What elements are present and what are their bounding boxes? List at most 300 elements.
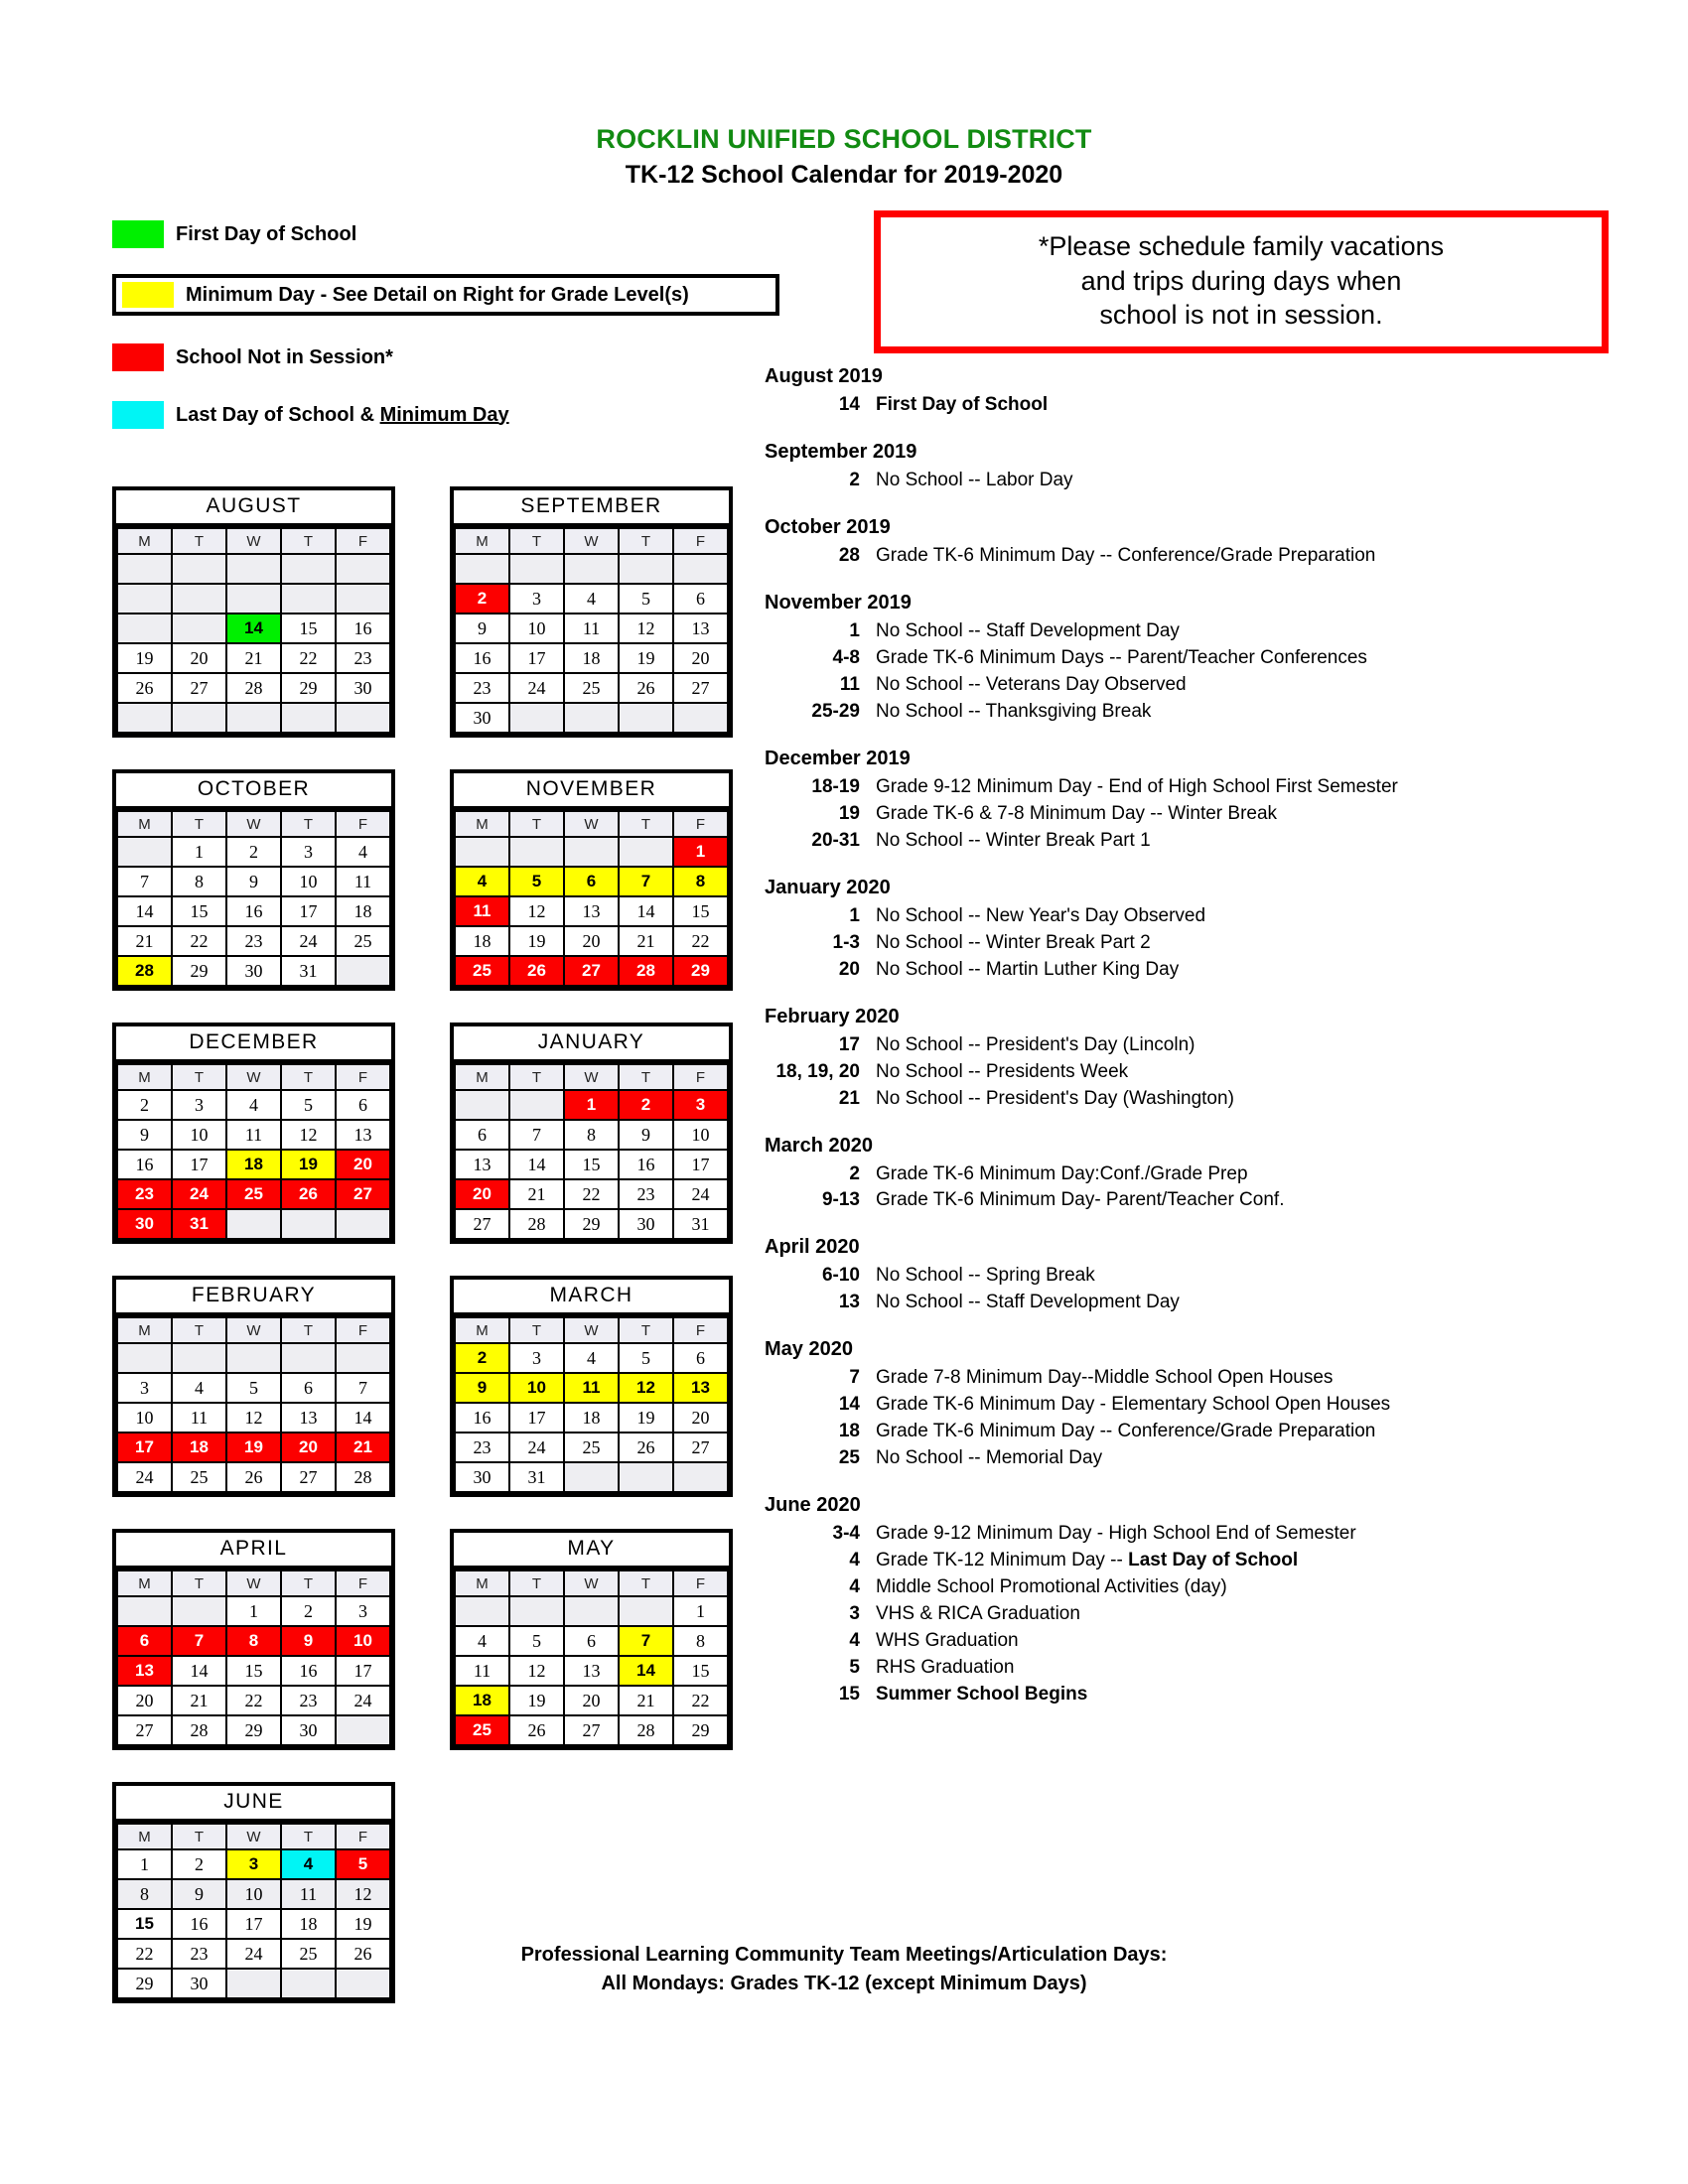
day-cell[interactable]: 17 [509,643,564,673]
day-cell[interactable]: 22 [172,926,226,956]
day-cell[interactable]: 19 [509,1686,564,1715]
empty-cell [455,1596,509,1626]
event-row [765,1628,1638,1655]
day-cell[interactable]: 6 [673,584,728,614]
day-cell[interactable]: 30 [226,956,281,986]
notice-line-2: school is not in session. [1099,300,1383,331]
day-cell[interactable]: 16 [619,1150,673,1179]
event-month-heading: December 2019 [765,747,911,769]
empty-cell [336,1209,390,1239]
day-cell[interactable]: 29 [172,956,226,986]
day-cell[interactable]: 28 [619,956,673,986]
day-cell[interactable]: 15 [226,1656,281,1686]
day-cell[interactable]: 13 [281,1403,336,1433]
day-cell[interactable]: 28 [619,1715,673,1745]
empty-cell [455,1090,509,1120]
day-cell[interactable]: 21 [509,1179,564,1209]
day-cell[interactable]: 19 [281,1150,336,1179]
day-cell[interactable]: 8 [673,867,728,896]
day-cell[interactable]: 6 [455,1120,509,1150]
day-cell[interactable]: 7 [172,1626,226,1656]
day-cell[interactable]: 18 [455,1686,509,1715]
day-cell[interactable]: 2 [455,584,509,614]
day-cell[interactable]: 27 [336,1179,390,1209]
legend-swatch-0 [112,220,164,248]
weekday-header-row [117,811,390,837]
day-cell[interactable]: 10 [509,614,564,643]
day-cell[interactable]: 12 [509,1656,564,1686]
day-cell[interactable]: 7 [336,1373,390,1403]
day-cell[interactable]: 16 [455,1403,509,1433]
day-cell[interactable]: 27 [281,1462,336,1492]
day-cell[interactable]: 25 [226,1179,281,1209]
day-cell[interactable]: 26 [509,956,564,986]
day-cell[interactable]: 9 [226,867,281,896]
day-cell[interactable]: 22 [117,1939,172,1969]
empty-cell [281,1209,336,1239]
month-february [112,1276,395,1497]
day-cell[interactable]: 15 [564,1150,619,1179]
day-cell[interactable]: 11 [455,896,509,926]
notice-line-0: *Please schedule family vacations [1038,231,1445,261]
day-cell[interactable]: 10 [509,1373,564,1403]
day-cell[interactable]: 12 [226,1403,281,1433]
day-cell[interactable]: 12 [509,896,564,926]
day-cell[interactable]: 24 [509,1433,564,1462]
day-cell[interactable]: 9 [172,1879,226,1909]
day-cell[interactable]: 29 [117,1969,172,1998]
day-cell[interactable]: 8 [172,867,226,896]
weekday-header: M [455,1570,509,1596]
day-cell[interactable]: 18 [564,643,619,673]
day-cell[interactable]: 8 [673,1626,728,1656]
day-cell[interactable]: 21 [619,926,673,956]
day-cell[interactable]: 21 [172,1686,226,1715]
day-cell[interactable]: 31 [281,956,336,986]
day-cell[interactable]: 14 [117,896,172,926]
day-cell[interactable]: 17 [509,1403,564,1433]
day-cell[interactable]: 15 [673,896,728,926]
day-cell[interactable]: 13 [564,896,619,926]
day-cell[interactable]: 15 [172,896,226,926]
day-cell[interactable]: 24 [336,1686,390,1715]
day-cell[interactable]: 20 [673,643,728,673]
notice-line-1: and trips during days when [1080,265,1402,296]
month-grid [116,810,391,987]
month-grid [454,1570,729,1746]
day-cell[interactable]: 20 [564,1686,619,1715]
day-cell[interactable]: 23 [281,1686,336,1715]
week-row [455,554,728,584]
day-cell[interactable]: 22 [673,1686,728,1715]
day-cell[interactable]: 2 [226,837,281,867]
weekday-header: T [619,1570,673,1596]
month-grid [116,1316,391,1493]
day-cell[interactable]: 10 [673,1120,728,1150]
event-description: No School -- Spring Break [876,1265,1095,1287]
day-cell[interactable]: 29 [673,1715,728,1745]
day-cell[interactable]: 18 [564,1403,619,1433]
day-cell[interactable]: 20 [117,1686,172,1715]
day-cell[interactable]: 23 [117,1179,172,1209]
week-row [455,867,728,896]
day-cell[interactable]: 15 [673,1656,728,1686]
day-cell[interactable]: 13 [117,1656,172,1686]
day-cell[interactable]: 4 [226,1090,281,1120]
day-cell[interactable]: 14 [619,896,673,926]
day-cell[interactable]: 10 [336,1626,390,1656]
day-cell[interactable]: 30 [455,703,509,733]
empty-cell [172,703,226,733]
day-cell[interactable]: 22 [281,643,336,673]
day-cell[interactable]: 14 [336,1403,390,1433]
day-cell[interactable]: 11 [172,1403,226,1433]
week-row [117,1626,390,1656]
event-row [765,1059,1638,1086]
weekday-header: M [455,1317,509,1343]
event-date: 1 [849,619,860,641]
day-cell[interactable]: 4 [564,584,619,614]
day-cell[interactable]: 27 [673,673,728,703]
day-cell[interactable]: 16 [455,643,509,673]
day-cell[interactable]: 5 [619,1343,673,1373]
family-vacation-notice [874,210,1609,353]
day-cell[interactable]: 7 [619,1626,673,1656]
day-cell[interactable]: 6 [564,1626,619,1656]
day-cell[interactable]: 6 [673,1343,728,1373]
day-cell[interactable]: 10 [172,1120,226,1150]
day-cell[interactable]: 9 [455,614,509,643]
day-cell[interactable]: 27 [564,956,619,986]
day-cell[interactable]: 10 [226,1879,281,1909]
day-cell[interactable]: 23 [172,1939,226,1969]
day-cell[interactable]: 22 [564,1179,619,1209]
day-cell[interactable]: 20 [336,1150,390,1179]
day-cell[interactable]: 20 [281,1433,336,1462]
day-cell[interactable]: 3 [336,1596,390,1626]
day-cell[interactable]: 14 [619,1656,673,1686]
day-cell[interactable]: 25 [564,1433,619,1462]
day-cell[interactable]: 17 [281,896,336,926]
legend-item-0 [112,216,787,252]
day-cell[interactable]: 19 [619,643,673,673]
day-cell[interactable]: 11 [281,1879,336,1909]
day-cell[interactable]: 13 [455,1150,509,1179]
day-cell[interactable]: 12 [619,1373,673,1403]
weekday-header: M [117,1317,172,1343]
day-cell[interactable]: 16 [117,1150,172,1179]
day-cell[interactable]: 11 [455,1656,509,1686]
day-cell[interactable]: 27 [117,1715,172,1745]
day-cell[interactable]: 4 [172,1373,226,1403]
day-cell[interactable]: 1 [117,1849,172,1879]
week-row [117,1849,390,1879]
day-cell[interactable]: 5 [281,1090,336,1120]
events-list [765,365,1638,1708]
day-cell[interactable]: 17 [226,1909,281,1939]
day-cell[interactable]: 11 [226,1120,281,1150]
day-cell[interactable]: 16 [281,1656,336,1686]
day-cell[interactable]: 5 [226,1373,281,1403]
footer-line-1: All Mondays: Grades TK-12 (except Minimum Days) [601,1973,1087,1994]
day-cell[interactable]: 9 [455,1373,509,1403]
day-cell[interactable]: 30 [336,673,390,703]
day-cell[interactable]: 24 [509,673,564,703]
day-cell[interactable]: 26 [619,1433,673,1462]
week-row [455,643,728,673]
day-cell[interactable]: 27 [455,1209,509,1239]
empty-cell [117,703,172,733]
day-cell[interactable]: 1 [673,1596,728,1626]
day-cell[interactable]: 10 [117,1403,172,1433]
day-cell[interactable]: 26 [619,673,673,703]
day-cell[interactable]: 18 [172,1433,226,1462]
weekday-header: T [509,528,564,554]
day-cell[interactable]: 26 [509,1715,564,1745]
day-cell[interactable]: 4 [455,867,509,896]
day-cell[interactable]: 5 [619,584,673,614]
day-cell[interactable]: 27 [673,1433,728,1462]
day-cell[interactable]: 23 [226,926,281,956]
day-cell[interactable]: 17 [117,1433,172,1462]
day-cell[interactable]: 30 [455,1462,509,1492]
day-cell[interactable]: 23 [619,1179,673,1209]
event-date: 19 [838,802,860,824]
day-cell[interactable]: 30 [172,1969,226,1998]
week-row [117,926,390,956]
day-cell[interactable]: 20 [455,1179,509,1209]
weekday-header: F [673,1064,728,1090]
day-cell[interactable]: 25 [281,1939,336,1969]
day-cell[interactable]: 2 [281,1596,336,1626]
week-row [117,867,390,896]
day-cell[interactable]: 17 [336,1656,390,1686]
day-cell[interactable]: 13 [673,614,728,643]
day-cell[interactable]: 18 [455,926,509,956]
day-cell[interactable]: 12 [619,614,673,643]
empty-cell [336,584,390,614]
weekday-header-row [455,811,728,837]
empty-cell [619,1596,673,1626]
day-cell[interactable]: 13 [564,1656,619,1686]
event-description: First Day of School [876,394,1049,415]
day-cell[interactable]: 29 [673,956,728,986]
day-cell[interactable]: 24 [673,1179,728,1209]
event-description: No School -- Martin Luther King Day [876,958,1180,980]
weekday-header: M [117,528,172,554]
day-cell[interactable]: 23 [336,643,390,673]
day-cell[interactable]: 29 [281,673,336,703]
day-cell[interactable]: 15 [281,614,336,643]
day-cell[interactable]: 8 [117,1879,172,1909]
day-cell[interactable]: 25 [564,673,619,703]
day-cell[interactable]: 7 [117,867,172,896]
day-cell[interactable]: 8 [564,1120,619,1150]
day-cell[interactable]: 20 [673,1403,728,1433]
event-row [765,903,1638,930]
day-cell[interactable]: 29 [564,1209,619,1239]
day-cell[interactable]: 25 [455,1715,509,1745]
day-cell[interactable]: 9 [281,1626,336,1656]
day-cell[interactable]: 2 [117,1090,172,1120]
event-date: 7 [849,1367,860,1389]
day-cell[interactable]: 28 [336,1462,390,1492]
month-grid [454,527,729,734]
empty-cell [336,1715,390,1745]
day-cell[interactable]: 21 [619,1686,673,1715]
day-cell[interactable]: 3 [226,1849,281,1879]
day-cell[interactable]: 14 [226,614,281,643]
day-cell[interactable]: 11 [336,867,390,896]
day-cell[interactable]: 5 [336,1849,390,1879]
day-cell[interactable]: 11 [564,1373,619,1403]
day-cell[interactable]: 7 [509,1120,564,1150]
day-cell[interactable]: 19 [117,643,172,673]
day-cell[interactable]: 28 [117,956,172,986]
day-cell[interactable]: 2 [619,1090,673,1120]
day-cell[interactable]: 26 [226,1462,281,1492]
day-cell[interactable]: 26 [281,1179,336,1209]
legend-item-2 [112,340,787,375]
empty-cell [509,1090,564,1120]
day-cell[interactable]: 22 [673,926,728,956]
day-cell[interactable]: 21 [226,643,281,673]
day-cell[interactable]: 27 [172,673,226,703]
day-cell[interactable]: 10 [281,867,336,896]
day-cell[interactable]: 12 [281,1120,336,1150]
day-cell[interactable]: 16 [226,896,281,926]
day-cell[interactable]: 1 [172,837,226,867]
day-cell[interactable]: 18 [226,1150,281,1179]
day-cell[interactable]: 24 [281,926,336,956]
day-cell[interactable]: 3 [509,1343,564,1373]
day-cell[interactable]: 31 [509,1462,564,1492]
day-cell[interactable]: 30 [619,1209,673,1239]
legend-label-3: Last Day of School & Minimum Day [176,403,509,426]
day-cell[interactable]: 2 [455,1343,509,1373]
day-cell[interactable]: 25 [336,926,390,956]
day-cell[interactable]: 18 [281,1909,336,1939]
day-cell[interactable]: 11 [564,614,619,643]
weekday-header: T [172,528,226,554]
day-cell[interactable]: 22 [226,1686,281,1715]
day-cell[interactable]: 25 [455,956,509,986]
day-cell[interactable]: 1 [673,837,728,867]
day-cell[interactable]: 13 [673,1373,728,1403]
day-cell[interactable]: 6 [336,1090,390,1120]
weekday-header: W [564,1064,619,1090]
day-cell[interactable]: 28 [226,673,281,703]
event-row [765,957,1638,984]
day-cell[interactable]: 30 [117,1209,172,1239]
day-cell[interactable]: 24 [117,1462,172,1492]
day-cell[interactable]: 31 [673,1209,728,1239]
day-cell[interactable]: 14 [172,1656,226,1686]
day-cell[interactable]: 6 [281,1373,336,1403]
day-cell[interactable]: 6 [117,1626,172,1656]
day-cell[interactable]: 20 [172,643,226,673]
week-row [455,584,728,614]
day-cell[interactable]: 24 [172,1179,226,1209]
day-cell[interactable]: 12 [336,1879,390,1909]
day-cell[interactable]: 24 [226,1939,281,1969]
day-cell[interactable]: 19 [509,926,564,956]
event-row [765,1290,1638,1316]
day-cell[interactable]: 3 [172,1090,226,1120]
day-cell[interactable]: 4 [455,1626,509,1656]
day-cell[interactable]: 1 [226,1596,281,1626]
empty-cell [509,703,564,733]
day-cell[interactable]: 16 [172,1909,226,1939]
day-cell[interactable]: 21 [117,926,172,956]
day-cell[interactable]: 31 [172,1209,226,1239]
day-cell[interactable]: 30 [281,1715,336,1745]
day-cell[interactable]: 3 [509,584,564,614]
event-date: 18-19 [811,775,860,797]
day-cell[interactable]: 15 [117,1909,172,1939]
weekday-header: F [336,811,390,837]
day-cell[interactable]: 4 [564,1343,619,1373]
day-cell[interactable]: 28 [172,1715,226,1745]
day-cell[interactable]: 4 [281,1849,336,1879]
event-description: No School -- Memorial Day [876,1447,1103,1469]
day-cell[interactable]: 25 [172,1462,226,1492]
day-cell[interactable]: 21 [336,1433,390,1462]
day-cell[interactable]: 4 [336,837,390,867]
day-cell[interactable]: 7 [619,867,673,896]
day-cell[interactable]: 6 [564,867,619,896]
day-cell[interactable]: 3 [117,1373,172,1403]
page-header [0,0,1688,189]
day-cell[interactable]: 3 [281,837,336,867]
day-cell[interactable]: 19 [226,1433,281,1462]
day-cell[interactable]: 5 [509,1626,564,1656]
day-cell[interactable]: 27 [564,1715,619,1745]
day-cell[interactable]: 13 [336,1120,390,1150]
day-cell[interactable]: 28 [509,1209,564,1239]
weekday-header: W [564,1317,619,1343]
day-cell[interactable]: 8 [226,1626,281,1656]
day-cell[interactable]: 20 [564,926,619,956]
day-cell[interactable]: 16 [336,614,390,643]
day-cell[interactable]: 26 [117,673,172,703]
day-cell[interactable]: 23 [455,1433,509,1462]
day-cell[interactable]: 26 [336,1939,390,1969]
month-name: NOVEMBER [454,773,729,810]
day-cell[interactable]: 5 [509,867,564,896]
calendar-subtitle: TK-12 School Calendar for 2019-2020 [625,160,1063,189]
weekday-header: T [509,811,564,837]
day-cell[interactable]: 14 [509,1150,564,1179]
event-row [765,1601,1638,1628]
day-cell[interactable]: 9 [117,1120,172,1150]
day-cell[interactable]: 2 [172,1849,226,1879]
day-cell[interactable]: 19 [336,1909,390,1939]
weekday-header-row [455,1317,728,1343]
event-row [765,1655,1638,1682]
day-cell[interactable]: 29 [226,1715,281,1745]
day-cell[interactable]: 19 [619,1403,673,1433]
day-cell[interactable]: 1 [564,1090,619,1120]
empty-cell [226,1343,281,1373]
day-cell[interactable]: 17 [172,1150,226,1179]
day-cell[interactable]: 3 [673,1090,728,1120]
day-cell[interactable]: 17 [673,1150,728,1179]
day-cell[interactable]: 9 [619,1120,673,1150]
month-grid [454,1316,729,1493]
day-cell[interactable]: 23 [455,673,509,703]
day-cell[interactable]: 18 [336,896,390,926]
